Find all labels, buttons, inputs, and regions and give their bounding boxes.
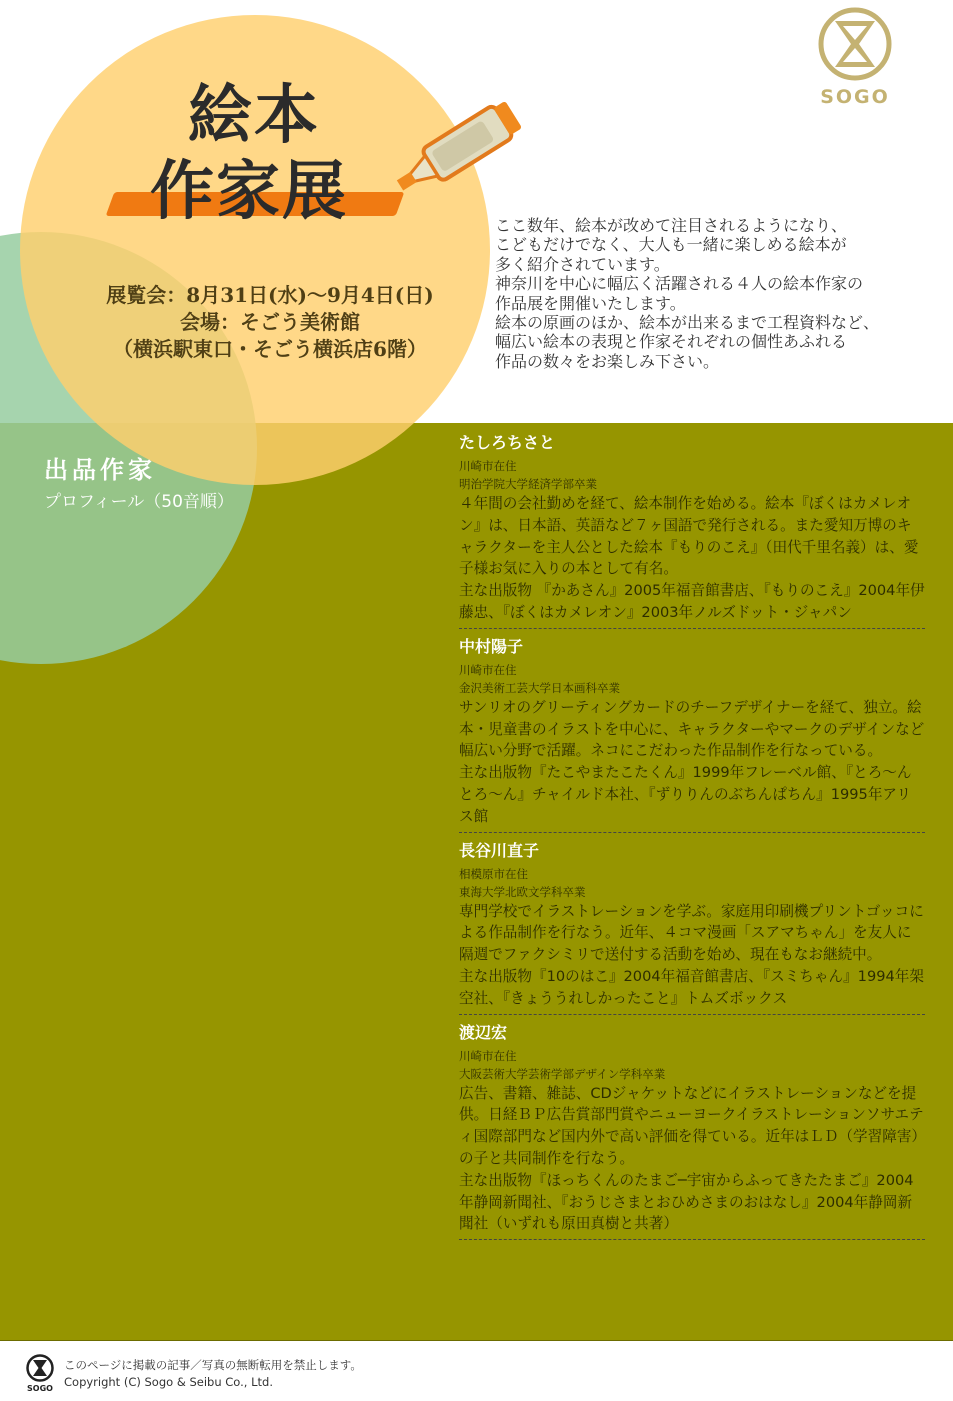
sogo-logo[interactable]: [815, 6, 895, 108]
intro-text: [495, 216, 935, 371]
title-line-1: 絵本: [188, 79, 320, 153]
artist-works: 主な出版物『10のはこ』2004年福音館書店、『スミちゃん』1994年架空社、『きょううれしかったこと』トムズボックス: [459, 967, 924, 1007]
intro-line: 幅広い絵本の表現と作家それぞれの個性あふれる: [495, 332, 848, 352]
title-line-2: 作家展: [150, 155, 348, 229]
footer-logo-text: SOGO: [27, 1384, 53, 1393]
artist-education: 大阪芸術大学芸術学部デザイン学科卒業: [459, 1066, 666, 1081]
artist-bio: サンリオのグリーティングカードのチーフデザイナーを経て、独立。絵本・児童書のイラストを中心に、キャラクターやマークのデザインなど幅広い分野で活躍。ネコにこだわった作品制作を行なっている。: [459, 698, 925, 760]
copyright: Copyright (C) Sogo & Seibu Co., Ltd.: [64, 1375, 273, 1389]
artist-name: たしろちさと: [459, 433, 556, 452]
section-title: 出品作家: [44, 456, 156, 484]
sogo-hourglass-icon: [25, 1353, 55, 1393]
intro-line: 作品展を開催いたします。: [495, 293, 686, 313]
artist-profiles: [459, 432, 925, 1247]
artist-name: 中村陽子: [459, 636, 524, 656]
intro-line: 多く紹介されています。: [495, 254, 670, 274]
event-info: [60, 282, 480, 363]
artist-profile: [459, 432, 925, 629]
artist-name: 渡辺宏: [459, 1022, 508, 1042]
artist-bio: 専門学校でイラストレーションを学ぶ。家庭用印刷機プリントゴッコによる作品制作を行なう。近年、４コマ漫画「スアマちゃん」を友人に隔週でファクシミリで送付する活動を始め、現在もなお継続中。: [459, 902, 924, 964]
intro-line: ここ数年、絵本が改めて注目されるようになり、: [495, 216, 848, 235]
intro-line: 作品の数々をお楽しみ下さい。: [495, 351, 720, 371]
copy-notice: このページに掲載の記事／写真の無断転用を禁止します。: [64, 1358, 362, 1372]
artist-education: 東海大学北欧文学科卒業: [459, 884, 586, 899]
artist-education: 明治学院大学経済学部卒業: [459, 477, 597, 491]
artist-profile: [459, 1022, 925, 1241]
intro-line: こどもだけでなく、大人も一緒に楽しめる絵本が: [495, 235, 847, 255]
event-venue: 会場：そごう美術館: [180, 310, 360, 334]
event-location: （横浜駅東口・そごう横浜店6階）: [113, 337, 427, 361]
logo-text: SOGO: [820, 86, 890, 108]
paint-tube-icon: [385, 95, 535, 219]
artist-profile: [459, 636, 925, 833]
artist-works: 主な出版物『ほっちくんのたまご─宇宙からふってきたたまご』2004年静岡新聞社、『おうじさまとおひめさまのおはなし』2004年静岡新聞社（いずれも原田真樹と共著）: [459, 1171, 914, 1233]
exhibition-title: [150, 78, 380, 230]
footer-logo[interactable]: [25, 1353, 55, 1397]
artist-works: 主な出版物『たこやまたこたくん』1999年フレーベル館、『とろ〜んとろ〜ん』チャイルド本社、『ずりりんのぶちんぱちん』1995年アリス館: [459, 764, 912, 825]
artist-bio: 広告、書籍、雑誌、CDジャケットなどにイラストレーションなどを提供。日経ＢＰ広告賞部門賞やニューヨークイラストレーションソサエティ国際部門など国内外で高い評価を得ている。近年はＬＤ（学習障害）の子と共同制作を行なう。: [459, 1084, 924, 1167]
section-subtitle: プロフィール（50音順）: [44, 492, 234, 512]
intro-line: 神奈川を中心に幅広く活躍される４人の絵本作家の: [495, 274, 864, 294]
intro-line: 絵本の原画のほか、絵本が出来るまで工程資料など、: [495, 313, 880, 333]
artist-residence: 川崎市在住: [459, 662, 517, 677]
sogo-hourglass-icon: [815, 6, 895, 84]
artist-name: 長谷川直子: [459, 840, 540, 860]
artist-bio: ４年間の会社勤めを経て、絵本制作を始める。絵本『ぼくはカメレオン』は、日本語、英語など７ヶ国語で発行される。また愛知万博のキャラクターを主人公とした絵本『もりのこえ』（田代千里名義）は、愛子様お気に入りの本として有名。: [459, 495, 919, 578]
event-dates: 展覧会：8月31日(水)〜9月4日(日): [106, 283, 434, 307]
artist-residence: 相模原市在住: [459, 866, 528, 881]
artist-works: 主な出版物 『かあさん』2005年福音館書店、『もりのこえ』2004年伊藤忠、『ぼくはカメレオン』2003年ノルズドット・ジャパン: [459, 582, 925, 621]
artist-profile: [459, 840, 925, 1015]
artist-residence: 川崎市在住: [459, 1048, 517, 1063]
footer: [0, 1340, 953, 1401]
artist-education: 金沢美術工芸大学日本画科卒業: [459, 680, 620, 695]
artist-residence: 川崎市在住: [459, 459, 517, 473]
